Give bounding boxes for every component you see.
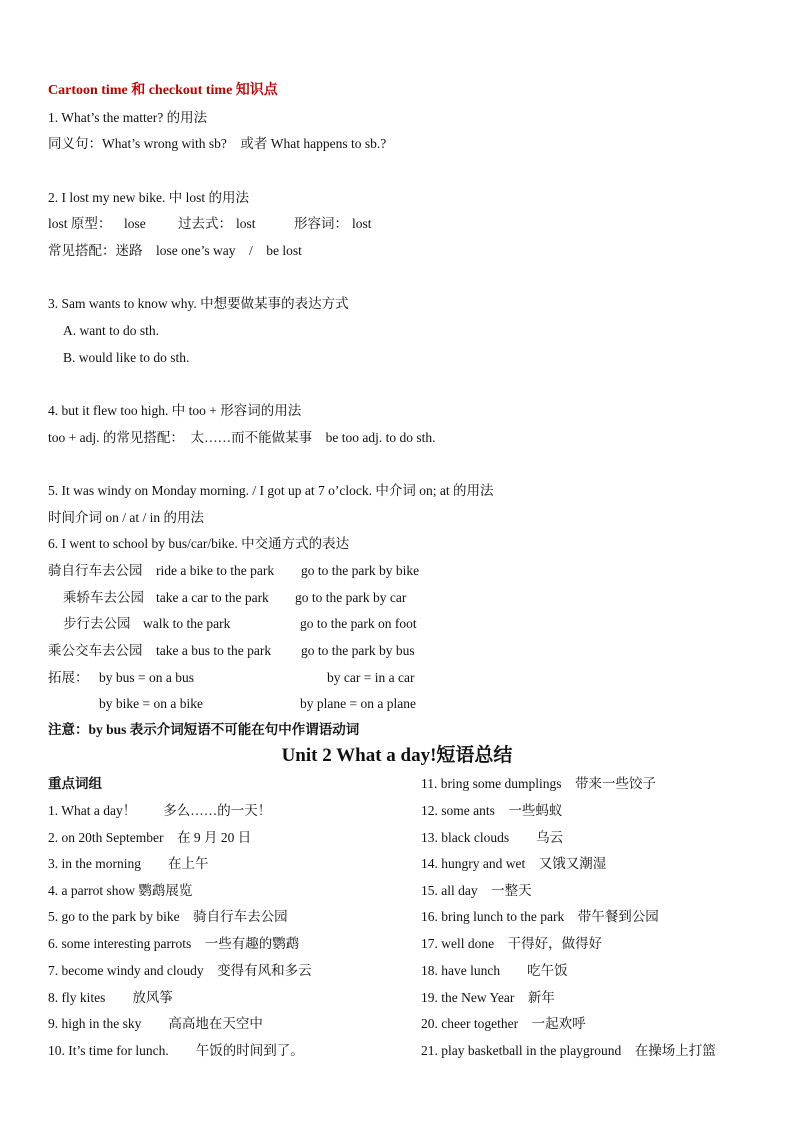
unit-title: Unit 2 What a day!短语总结 — [281, 745, 513, 766]
phrase-item: 21. play basketball in the playground 在操场上打篮 — [421, 1043, 716, 1058]
form-label: lost 原型： — [48, 216, 112, 231]
transport-zh: 乘轿车去公园 — [63, 590, 144, 605]
extension-item: by plane = on a plane — [300, 696, 416, 711]
form-label: 过去式： — [178, 216, 232, 231]
phrase-item: 2. on 20th September 在 9 月 20 日 — [48, 830, 252, 845]
phrase-item: 11. bring some dumplings 带来一些饺子 — [421, 776, 656, 791]
transport-b: go to the park by bus — [301, 643, 415, 658]
point-3: 3. Sam wants to know why. 中想要做某事的表达方式 — [48, 296, 349, 311]
phrase-item: 18. have lunch 吃午饭 — [421, 963, 568, 978]
phrase-item: 15. all day 一整天 — [421, 883, 532, 898]
form-value: lost — [236, 216, 256, 231]
phrase-item: 8. fly kites 放风筝 — [48, 990, 173, 1005]
phrase-item: 3. in the morning 在上午 — [48, 856, 209, 871]
transport-b: go to the park by car — [295, 590, 407, 605]
point-2-collocation: 常见搭配：迷路 lose one’s way / be lost — [48, 243, 302, 258]
transport-zh: 骑自行车去公园 — [48, 563, 143, 578]
phrase-item: 19. the New Year 新年 — [421, 990, 555, 1005]
phrase-item: 10. It’s time for lunch. 午饭的时间到了。 — [48, 1043, 304, 1058]
key-phrases-heading: 重点词组 — [48, 776, 102, 791]
point-4: 4. but it flew too high. 中 too + 形容词的用法 — [48, 403, 302, 418]
phrase-item: 4. a parrot show 鹦鹉展览 — [48, 883, 193, 898]
phrase-item: 16. bring lunch to the park 带午餐到公园 — [421, 909, 659, 924]
transport-a: ride a bike to the park — [156, 563, 275, 578]
transport-b: go to the park on foot — [300, 616, 417, 631]
extension-item: by car = in a car — [327, 670, 415, 685]
phrase-item: 20. cheer together 一起欢呼 — [421, 1016, 586, 1031]
phrase-item: 17. well done 干得好，做得好 — [421, 936, 603, 951]
point-5-b: 时间介词 on / at / in 的用法 — [48, 510, 204, 525]
phrase-item: 6. some interesting parrots 一些有趣的鹦鹉 — [48, 936, 300, 951]
transport-a: take a car to the park — [156, 590, 269, 605]
point-1: 1. What’s the matter? 的用法 — [48, 110, 208, 125]
extension-label: 拓展： — [48, 670, 89, 685]
note: 注意：by bus 表示介词短语不可能在句中作谓语动词 — [48, 722, 360, 737]
extension-item: by bus = on a bus — [99, 670, 194, 685]
point-5: 5. It was windy on Monday morning. / I got up at 7 o’clock. 中介词 on; at 的用法 — [48, 483, 494, 498]
phrase-item: 12. some ants 一些蚂蚁 — [421, 803, 563, 818]
transport-a: walk to the park — [143, 616, 231, 631]
phrase-item: 1. What a day！ 多么……的一天！ — [48, 803, 272, 818]
extension-item: by bike = on a bike — [99, 696, 203, 711]
point-2: 2. I lost my new bike. 中 lost 的用法 — [48, 190, 249, 205]
form-label: 形容词： — [294, 216, 348, 231]
phrase-item: 9. high in the sky 高高地在天空中 — [48, 1016, 263, 1031]
phrase-item: 14. hungry and wet 又饿又潮湿 — [421, 856, 607, 871]
point-3-option-a: A. want to do sth. — [63, 323, 159, 338]
point-1-synonym: 同义句：What’s wrong with sb? 或者 What happens to sb.? — [48, 136, 387, 151]
transport-zh: 步行去公园 — [63, 616, 131, 631]
transport-b: go to the park by bike — [301, 563, 420, 578]
phrase-item: 7. become windy and cloudy 变得有风和多云 — [48, 963, 312, 978]
point-6: 6. I went to school by bus/car/bike. 中交通方式的表达 — [48, 536, 350, 551]
form-value: lose — [124, 216, 146, 231]
form-value: lost — [352, 216, 372, 231]
phrase-item: 13. black clouds 乌云 — [421, 830, 564, 845]
point-4-collocation: too + adj. 的常见搭配： 太……而不能做某事 be too adj. to do sth. — [48, 430, 436, 445]
transport-zh: 乘公交车去公园 — [48, 643, 143, 658]
phrase-item: 5. go to the park by bike 骑自行车去公园 — [48, 909, 288, 924]
point-3-option-b: B. would like to do sth. — [63, 350, 190, 365]
transport-a: take a bus to the park — [156, 643, 272, 658]
section-heading: Cartoon time 和 checkout time 知识点 — [48, 83, 278, 98]
